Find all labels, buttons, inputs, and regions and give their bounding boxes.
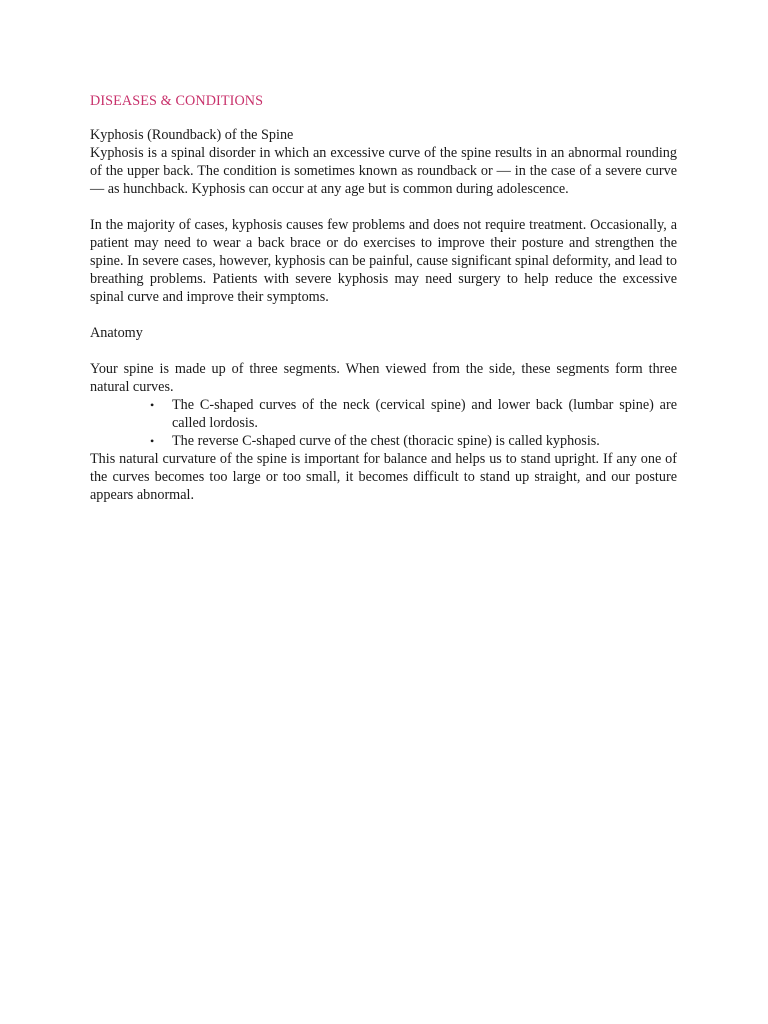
list-item-text: The C-shaped curves of the neck (cervical spine) and lower back (lumbar spine) are called lordosis.	[172, 397, 677, 431]
article-title: Kyphosis (Roundback) of the Spine	[90, 127, 294, 143]
paragraph-spacer	[90, 198, 677, 216]
list-item	[90, 396, 677, 432]
bullet-icon: •	[150, 398, 155, 412]
section-heading: DISEASES & CONDITIONS	[90, 93, 264, 109]
list-item-text: The reverse C-shaped curve of the chest (thoracic spine) is called kyphosis.	[172, 433, 600, 449]
paragraph-spacer	[90, 306, 677, 324]
closing-paragraph: This natural curvature of the spine is important for balance and helps us to stand upright. If any one of the curves becomes too large or too small, it becomes difficult to stand up straight, and our posture appears abnormal.	[90, 451, 677, 503]
bullet-icon: •	[150, 434, 155, 448]
document-body	[90, 92, 677, 504]
paragraph-spacer	[90, 342, 677, 360]
anatomy-heading: Anatomy	[90, 325, 143, 341]
treatment-paragraph: In the majority of cases, kyphosis causes few problems and does not require treatment. Occasionally, a patient may need to wear a back brace or do exercises to improve their posture and strengthen the spine. In severe cases, however, kyphosis can be painful, cause significant spinal deformity, and lead to breathing problems. Patients with severe kyphosis may need surgery to help reduce the excessive spinal curve and improve their symptoms.	[90, 217, 677, 305]
intro-paragraph: Kyphosis is a spinal disorder in which an excessive curve of the spine results in an abnormal rounding of the upper back. The condition is sometimes known as roundback or — in the case of a severe curve — as hunchback. Kyphosis can occur at any age but is common during adolescence.	[90, 145, 677, 197]
list-item	[90, 432, 677, 450]
anatomy-paragraph: Your spine is made up of three segments. When viewed from the side, these segments form three natural curves.	[90, 361, 677, 395]
anatomy-bullet-list	[90, 396, 677, 450]
